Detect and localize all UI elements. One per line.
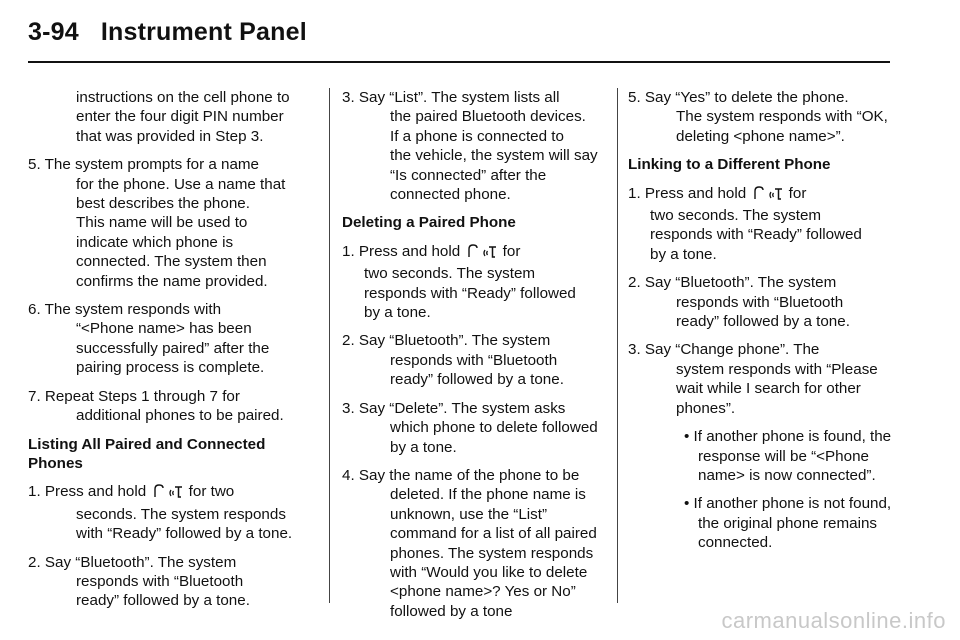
bullet-phone-not-found: • If another phone is not found, the original phone remains connected.	[684, 495, 892, 552]
deleting-step-5: 5. Say “Yes” to delete the phone. The system responds with “OK, deleting <phone name>”.	[628, 89, 888, 145]
deleting-step-2: 2. Say “Bluetooth”. The system responds with “Bluetooth ready” followed by a tone.	[342, 332, 564, 389]
step-6: 6. The system responds with “<Phone name> has been successfully paired” after the pairing process is complete.	[28, 301, 270, 377]
column-1	[28, 88, 311, 620]
step-7: 7. Repeat Steps 1 through 7 for additional phones to be paired.	[28, 387, 284, 425]
listing-step-1: 1. Press and hold for two seconds. The system responds with “Ready” followed by a tone.	[28, 483, 293, 543]
deleting-step-3: 3. Say “Delete”. The system asks which phone to delete followed by a tone.	[342, 399, 598, 456]
bullet-phone-found: • If another phone is found, the response will be “<Phone name> is now connected”.	[684, 428, 892, 484]
listing-step-3: 3. Say “List”. The system lists all the paired Bluetooth devices. If a phone is connected to the vehicle, the system will say “Is connected” after the connected phone.	[342, 89, 598, 204]
talk-button-icon	[752, 186, 765, 200]
header-rule	[28, 61, 890, 63]
voice-signal-icon	[769, 186, 782, 200]
voice-signal-icon	[169, 484, 182, 498]
page-number: 3-94	[28, 18, 79, 46]
column-divider-2	[617, 88, 618, 603]
page-header	[28, 18, 307, 47]
section-title: Instrument Panel	[100, 18, 307, 46]
column-divider-1	[329, 88, 330, 603]
watermark: carmanualsonline.info	[721, 608, 946, 633]
voice-signal-icon	[483, 244, 496, 258]
linking-step-3: 3. Say “Change phone”. The system responds with “Please wait while I search for other phones”.	[628, 341, 878, 417]
column-3	[628, 88, 898, 562]
column-2	[342, 88, 610, 630]
step-5: 5. The system prompts for a name for the phone. Use a name that best describes the phone. This name will be used to indicate which phone is connected. The system then confirms the name provided.	[28, 156, 286, 290]
step-4-continued: instructions on the cell phone to enter the four digit PIN number that was provided in Step 3.	[76, 89, 290, 145]
deleting-step-4: 4. Say the name of the phone to be deleted. If the phone name is unknown, use the “List” command for a list of all paired phones. The system responds with “Would you like to delete <phone name>? Yes or No” followed by a tone	[342, 466, 597, 620]
deleting-step-1: 1. Press and hold for two seconds. The system responds with “Ready” followed by a tone.	[342, 242, 576, 322]
linking-step-1: 1. Press and hold for two seconds. The system responds with “Ready” followed by a tone.	[628, 184, 862, 263]
heading-linking-phone: Linking to a Different Phone	[628, 156, 831, 174]
linking-step-2: 2. Say “Bluetooth”. The system responds with “Bluetooth ready” followed by a tone.	[628, 274, 850, 331]
heading-deleting-phone: Deleting a Paired Phone	[342, 214, 516, 232]
listing-step-2: 2. Say “Bluetooth”. The system responds with “Bluetooth ready” followed by a tone.	[28, 553, 250, 610]
heading-listing-phones: Listing All Paired and Connected Phones	[28, 435, 266, 472]
talk-button-icon	[152, 484, 165, 498]
talk-button-icon	[466, 244, 479, 258]
